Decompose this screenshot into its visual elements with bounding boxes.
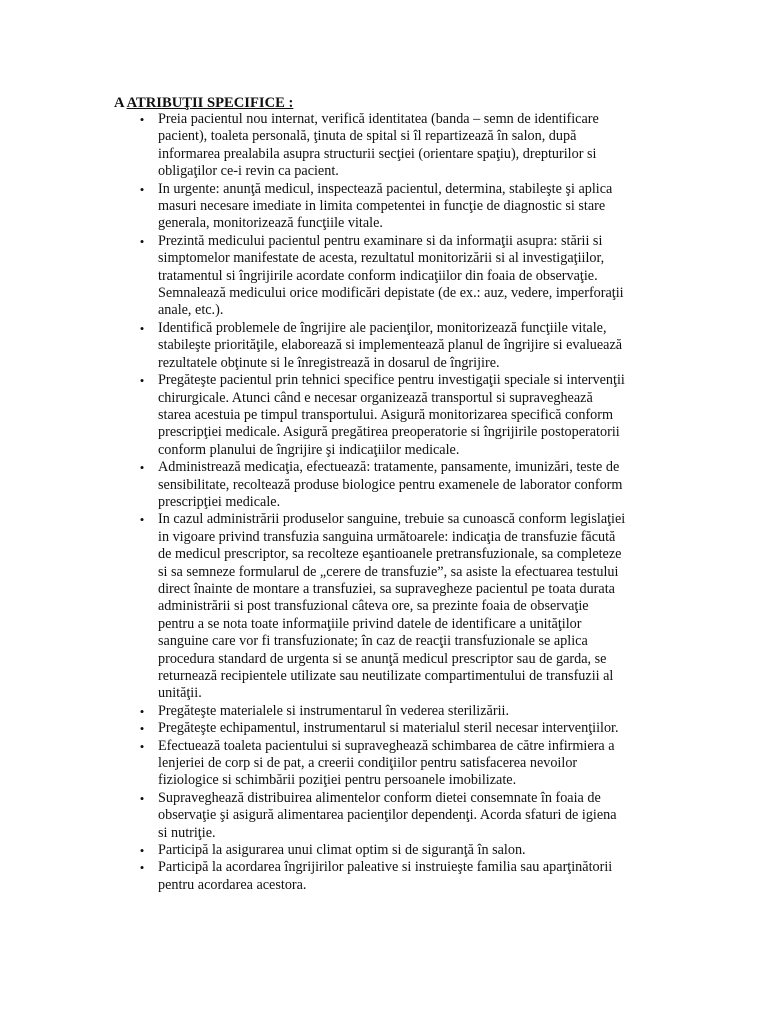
list-item-text: Pregăteşte materialele si instrumentarul în vederea sterilizării.	[158, 702, 509, 719]
bullet-icon: •	[139, 112, 145, 127]
list-item	[0, 720, 768, 737]
list-item-text: Identifică problemele de îngrijire ale pacienţilor, monitorizează funcţiile vitale, stabileşte priorităţile, elaborează si implementează planul de îngrijire si evaluează rezultatele obţinute si le înregistrează in dosarul de îngrijire.	[158, 319, 623, 371]
list-item	[0, 842, 768, 859]
bullet-icon: •	[139, 181, 145, 197]
list-item-text: Efectuează toaleta pacientului si supraveghează schimbarea de către infirmiera a lenjeriei de corp si de pat, a creerii condiţiilor pentru satisfacerea nevoilor fiziologice si schimbării poziţiei pentru persoanele imobilizate.	[158, 737, 615, 789]
bullet-icon: •	[139, 373, 145, 389]
bullet-icon: •	[139, 790, 145, 806]
list-item	[0, 859, 768, 894]
list-item	[0, 372, 768, 459]
list-item	[0, 790, 768, 842]
section-title: ATRIBUŢII SPECIFICE :	[126, 95, 294, 111]
list-item	[0, 111, 768, 181]
bullet-icon: •	[139, 512, 145, 528]
list-item	[0, 181, 768, 233]
list-item-text: In urgente: anunţă medicul, inspectează pacientul, determina, stabileşte şi aplica masuri necesare imediate in limita competentei in funcţie de diagnostic si stare generala, monitorizează funcţiile vitale.	[158, 180, 613, 232]
list-item-text: Participă la asigurarea unui climat optim si de siguranţă în salon.	[158, 842, 526, 859]
list-item-text: In cazul administrării produselor sanguine, trebuie sa cunoască conform legislaţiei in vigoare privind transfuzia sanguina următoarele: indicaţia de transfuzie făcută de medicul prescriptor, sa recolteze eşantioanele pretransfuzionale, sa completeze si sa semneze formularul de „cerere de transfuzie”, sa asiste la efectuarea testului direct înainte de montare a transfuziei, sa supravegheze pacientul pe toata durata administrării si post transfuzional câteva ore, sa prezinte foaia de observaţie pentru a se nota toate informaţiile privind datele de identificare a unităţilor sanguine care vor fi transfuzionate; în caz de reacţii transfuzionale se aplica procedura standard de urgenta si se anunţă medicul prescriptor sau de garda, se returnează recipientele utilizate sau neutilizate compartimentului de transfuzii al unităţii.	[158, 511, 626, 702]
bullet-icon: •	[139, 843, 145, 859]
list-item	[0, 233, 768, 320]
bullet-icon: •	[139, 320, 145, 336]
list-item-text: Administrează medicaţia, efectuează: tratamente, pansamente, imunizări, teste de sensibilitate, recoltează produse biologice pentru examenele de laborator conform prescripţiei medicale.	[158, 459, 623, 510]
list-item	[0, 511, 768, 702]
list-item-text: Supraveghează distribuirea alimentelor conform dietei consemnate în foaia de observaţie şi asigură alimentarea pacienţilor dependenţi. Acorda sfaturi de igiena si nutriţie.	[158, 789, 617, 841]
list-item-text: Pregăteşte echipamentul, instrumentarul si materialul steril necesar intervenţiilor.	[158, 720, 619, 737]
bullet-icon: •	[139, 703, 145, 719]
list-item-text: Participă la acordarea îngrijirilor paleative si instruieşte familia sau aparţinătorii pentru acordarea acestora.	[158, 859, 613, 893]
bullet-icon: •	[139, 721, 145, 737]
bullet-icon: •	[139, 460, 145, 476]
responsibilities-list	[0, 111, 768, 894]
list-item-text: Prezintă medicului pacientul pentru examinare si da informaţii asupra: stării si simptomelor manifestate de acesta, rezultatul monitorizării si al investigaţiilor, tratamentul si îngrijirile acordate conform indicaţiilor din foaia de observaţie. Semnalează medicului orice modificări depistate (de ex.: auz, vedere, imperforaţii anale, etc.).	[158, 232, 624, 319]
bullet-icon: •	[139, 233, 145, 249]
bullet-icon: •	[139, 860, 145, 876]
section-prefix: A	[114, 95, 124, 111]
bullet-icon: •	[139, 738, 145, 754]
section-heading	[114, 94, 293, 112]
list-item	[0, 320, 768, 372]
list-item-text: Preia pacientul nou internat, verifică identitatea (banda – semn de identificare pacient), toaleta personală, ţinuta de spital si îl repartizează în salon, după informarea prealabila asupra structurii secţiei (orientare spaţiu), drepturilor si obligaţilor ce-i revin ca pacient.	[158, 111, 599, 180]
list-item	[0, 738, 768, 790]
list-item	[0, 459, 768, 511]
list-item	[0, 703, 768, 720]
list-item-text: Pregăteşte pacientul prin tehnici specifice pentru investigaţii speciale si intervenţii chirurgicale. Atunci când e necesar organizează transportul si supraveghează starea acestuia pe timpul transportului. Asigură monitorizarea specifică conform prescripţiei medicale. Asigură pregătirea preoperatorie si îngrijirile postoperatorii conform planului de îngrijire şi indicaţiilor medicale.	[158, 372, 625, 458]
